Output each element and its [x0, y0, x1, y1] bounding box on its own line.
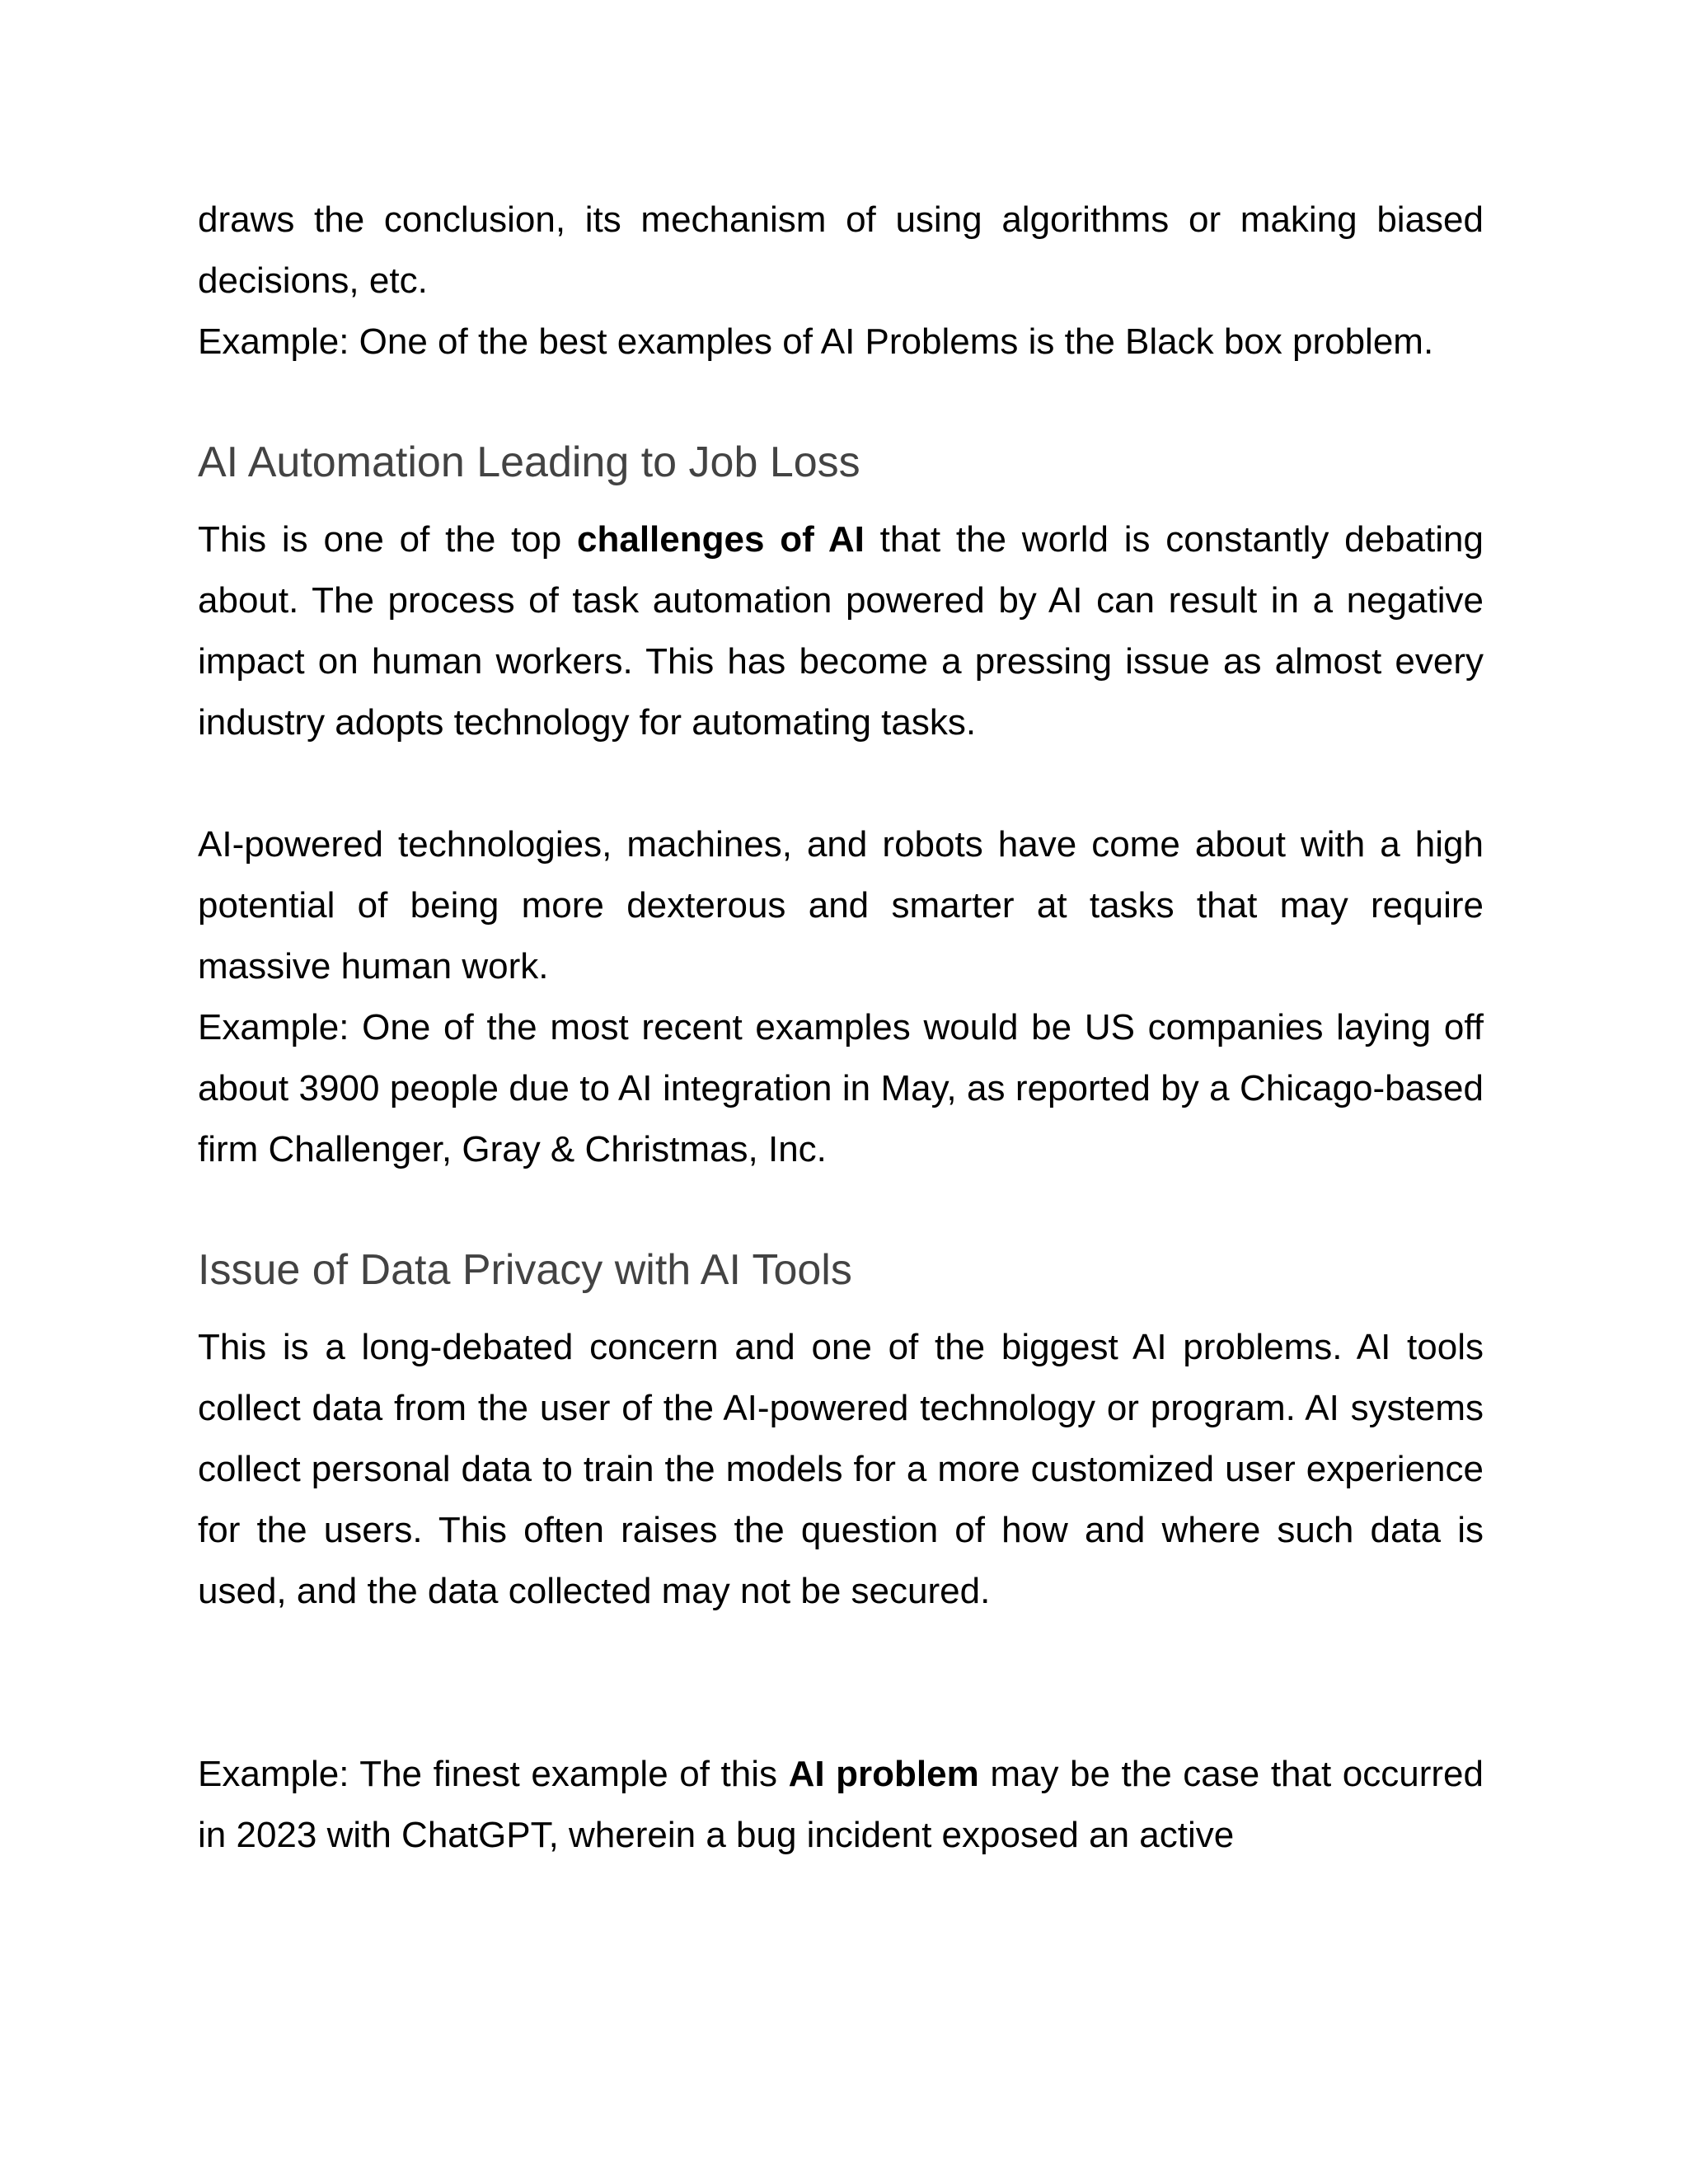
data-privacy-example-before: Example: The finest example of this	[198, 1754, 789, 1794]
data-privacy-example-after: may be the case that occurred in 2023 with ChatGPT, wherein a bug incident exposed an active	[198, 1754, 1484, 1855]
spacer	[198, 1622, 1484, 1744]
job-loss-example: Example: One of the most recent examples would be US companies laying off about 3900 people due to AI integration in May, as reported by a Chicago-based firm Challenger, Gray & Christmas, Inc.	[198, 1007, 1484, 1169]
continuation-paragraph	[198, 190, 1484, 312]
job-loss-paragraph-1	[198, 509, 1484, 753]
job-loss-p1-after: that the world is constantly debating about. The process of task automation powered by AI can result in a negative impact on human workers. This has become a pressing issue as almost every industry adopts technology for automating tasks.	[198, 519, 1484, 743]
job-loss-paragraph-2: AI-powered technologies, machines, and robots have come about with a high potential of being more dexterous and smarter at tasks that may require massive human work.	[198, 824, 1484, 987]
job-loss-p1-bold: challenges of AI	[577, 519, 865, 560]
job-loss-p1-before: This is one of the top	[198, 519, 578, 560]
data-privacy-example-bold: AI problem	[788, 1754, 979, 1794]
spacer	[198, 753, 1484, 814]
continuation-text: draws the conclusion, its mechanism of using algorithms or making biased decisions, etc.	[198, 199, 1484, 301]
document-page	[198, 190, 1484, 1866]
spacer	[198, 1180, 1484, 1240]
data-privacy-example	[198, 1744, 1484, 1866]
heading-job-loss: AI Automation Leading to Job Loss	[198, 438, 860, 486]
spacer	[198, 373, 1484, 432]
data-privacy-paragraph-1: This is a long-debated concern and one of the biggest AI problems. AI tools collect data from the user of the AI-powered technology or program. AI systems collect personal data to train the models for a more customized user experience for the users. This often raises the question of how and where such data is used, and the data collected may not be secured.	[198, 1327, 1484, 1611]
continuation-example: Example: One of the best examples of AI Problems is the Black box problem.	[198, 321, 1434, 362]
spacer	[198, 1301, 1484, 1317]
heading-data-privacy: Issue of Data Privacy with AI Tools	[198, 1246, 852, 1294]
spacer	[198, 493, 1484, 509]
